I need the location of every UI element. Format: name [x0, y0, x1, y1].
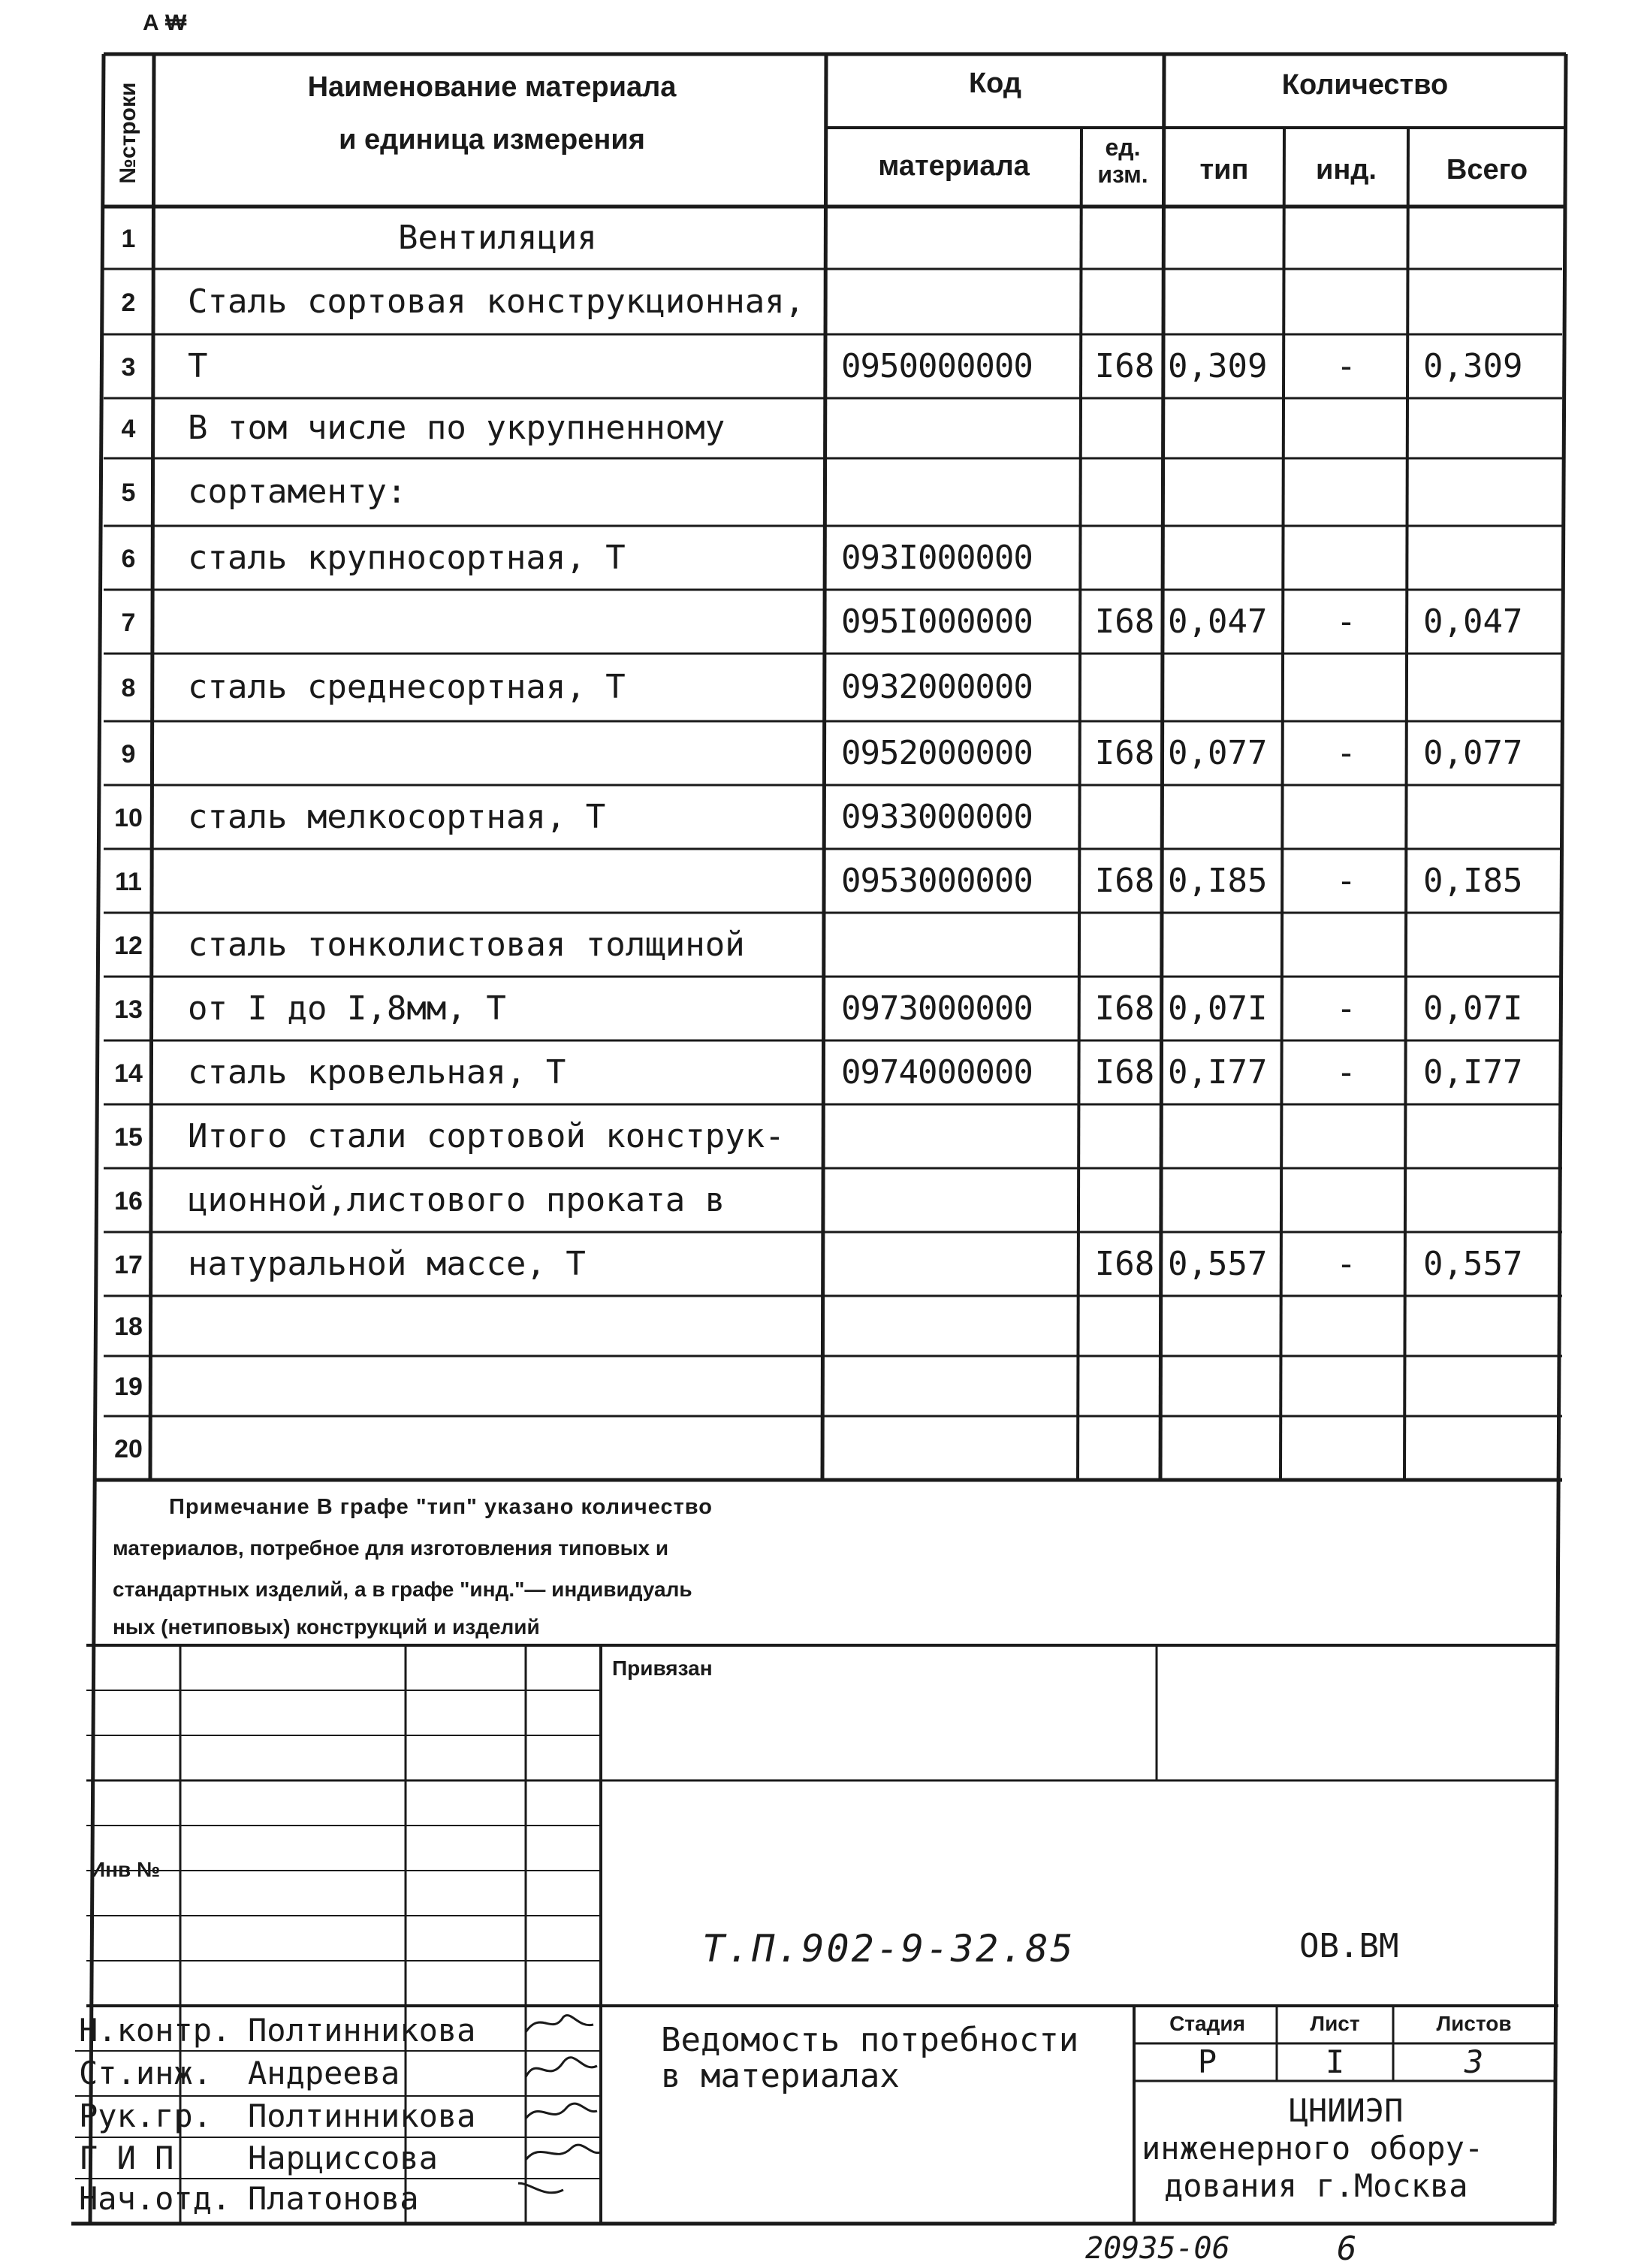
qty-ind-header: инд. — [1316, 154, 1377, 186]
quantity-header: Количество — [1281, 69, 1449, 101]
unit-code: I68 — [1094, 602, 1155, 641]
material-code: 0933000000 — [841, 798, 1033, 836]
row-number: 20 — [114, 1435, 143, 1463]
row-number: 7 — [121, 609, 136, 637]
stage-label: Стадия — [1169, 2012, 1245, 2035]
row-number: 11 — [115, 868, 142, 896]
material-name: от I до I,8мм, Т — [188, 989, 506, 1028]
signer-role: Г И П — [79, 2140, 174, 2176]
material-name: Т — [188, 347, 208, 385]
material-code: 0973000000 — [841, 989, 1033, 1028]
signer-role: Нач.отд. — [79, 2180, 231, 2217]
note-line3: стандартных изделий, а в графе "инд."— индивидуаль — [113, 1578, 692, 1601]
material-name: сталь мелкосортная, Т — [188, 798, 606, 836]
qty-type-header: тип — [1199, 154, 1249, 186]
material-name: сортаменту: — [188, 473, 407, 511]
material-name: В том числе по укрупненному — [188, 409, 725, 447]
row-number: 3 — [121, 353, 136, 382]
quantity-total: 0,I85 — [1423, 862, 1523, 900]
sheet-label: Лист — [1310, 2012, 1360, 2035]
row-number: 10 — [114, 804, 143, 832]
row-number: 5 — [121, 479, 136, 507]
signer-role: Н.контр. — [79, 2012, 231, 2049]
quantity-individual: - — [1336, 602, 1356, 641]
quantity-individual: - — [1336, 989, 1356, 1028]
signer-name: Полтинникова — [248, 2097, 476, 2134]
quantity-total: 0,I77 — [1423, 1053, 1523, 1092]
material-name: сталь крупносортная, Т — [188, 539, 626, 577]
unit-code: I68 — [1094, 989, 1155, 1028]
row-number: 8 — [121, 674, 136, 702]
row-number: 13 — [114, 995, 143, 1024]
quantity-type: 0,309 — [1168, 347, 1268, 385]
quantity-type: 0,I77 — [1168, 1053, 1268, 1092]
row-number: 19 — [114, 1373, 143, 1401]
sheet-value: I — [1325, 2043, 1345, 2080]
signer-name: Андреева — [248, 2055, 400, 2091]
inventory-number-label: Инв № — [90, 1858, 161, 1881]
quantity-type: 0,077 — [1168, 734, 1268, 772]
footer-number: 20935-06 — [1085, 2231, 1230, 2266]
material-code: 0932000000 — [841, 668, 1033, 706]
quantity-total: 0,309 — [1423, 347, 1523, 385]
quantity-individual: - — [1336, 862, 1356, 900]
quantity-type: 0,07I — [1168, 989, 1268, 1028]
note-line1: Примечание В графе "тип" указано количество — [169, 1495, 713, 1519]
quantity-total: 0,077 — [1423, 734, 1523, 772]
code-unit-header: ед. изм. — [1097, 134, 1148, 188]
quantity-type: 0,I85 — [1168, 862, 1268, 900]
quantity-type: 0,047 — [1168, 602, 1268, 641]
note-line2: материалов, потребное для изготовления типовых и — [113, 1536, 669, 1560]
unit-code: I68 — [1094, 347, 1155, 385]
document-title-line2: в материалах — [661, 2057, 900, 2095]
material-code: 095I000000 — [841, 602, 1033, 641]
row-number: 6 — [121, 545, 136, 573]
signer-role: Рук.гр. — [79, 2097, 213, 2134]
row-number: 9 — [121, 740, 136, 769]
row-number: 2 — [121, 288, 136, 317]
unit-code: I68 — [1094, 734, 1155, 772]
material-name: Итого стали сортовой конструк- — [188, 1117, 785, 1155]
row-number: 1 — [121, 225, 136, 253]
quantity-total: 0,047 — [1423, 602, 1523, 641]
quantity-individual: - — [1336, 1245, 1356, 1283]
qty-total-header: Всего — [1446, 154, 1528, 186]
name-header-line1: Наименование материала — [307, 71, 677, 103]
attached-label: Привязан — [612, 1656, 713, 1680]
material-code: 093I000000 — [841, 539, 1033, 577]
row-number-header: №строки — [116, 82, 140, 184]
row-number: 18 — [114, 1312, 143, 1341]
row-number: 16 — [114, 1187, 143, 1216]
signer-role: Ст.инж. — [79, 2055, 213, 2091]
signatures — [518, 2002, 608, 2227]
code-material-header: материала — [878, 150, 1030, 182]
material-name: сталь кровельная, Т — [188, 1053, 566, 1092]
footer-page: 6 — [1337, 2230, 1357, 2268]
name-header-line2: и единица измерения — [339, 124, 645, 156]
material-name: ционной,листового проката в — [188, 1181, 725, 1219]
code-header: Код — [968, 68, 1022, 99]
row-number: 14 — [114, 1059, 143, 1088]
material-name: сталь среднесортная, Т — [188, 668, 626, 706]
row-number: 17 — [114, 1251, 143, 1279]
quantity-individual: - — [1336, 1053, 1356, 1092]
quantity-type: 0,557 — [1168, 1245, 1268, 1283]
note-line4: ных (нетиповых) конструкций и изделий — [113, 1615, 540, 1638]
material-code: 0950000000 — [841, 347, 1033, 385]
material-name: Вентиляция — [398, 219, 597, 257]
quantity-total: 0,557 — [1423, 1245, 1523, 1283]
quantity-individual: - — [1336, 734, 1356, 772]
material-name: сталь тонколистовая толщиной — [188, 926, 745, 964]
row-number: 4 — [121, 415, 136, 443]
row-number: 15 — [114, 1123, 143, 1152]
row-number: 12 — [114, 932, 143, 960]
material-code: 0953000000 — [841, 862, 1033, 900]
drawing-mark: ОВ.ВМ — [1299, 1927, 1399, 1965]
quantity-individual: - — [1336, 347, 1356, 385]
unit-code: I68 — [1094, 1245, 1155, 1283]
unit-code: I68 — [1094, 1053, 1155, 1092]
project-code: Т.П.902-9-32.85 — [702, 1927, 1075, 1971]
material-code: 0974000000 — [841, 1053, 1033, 1092]
signer-name: Нарциссова — [248, 2140, 438, 2176]
document-title-line1: Ведомость потребности — [661, 2021, 1079, 2059]
quantity-total: 0,07I — [1423, 989, 1523, 1028]
material-name: Сталь сортовая конструкционная, — [188, 282, 805, 321]
sheets-value: 3 — [1464, 2043, 1484, 2080]
signer-name: Платонова — [248, 2180, 419, 2217]
organization-line2: инженерного обору- — [1142, 2130, 1484, 2167]
organization-line3: дования г.Москва — [1164, 2167, 1468, 2204]
material-code: 0952000000 — [841, 734, 1033, 772]
signer-name: Полтинникова — [248, 2012, 476, 2049]
unit-code: I68 — [1094, 862, 1155, 900]
stage-value: Р — [1197, 2043, 1217, 2080]
corner-mark: А ₩ — [143, 11, 187, 35]
material-name: натуральной массе, Т — [188, 1245, 586, 1283]
sheets-label: Листов — [1436, 2012, 1512, 2035]
organization-line1: ЦНИИЭП — [1289, 2092, 1404, 2129]
